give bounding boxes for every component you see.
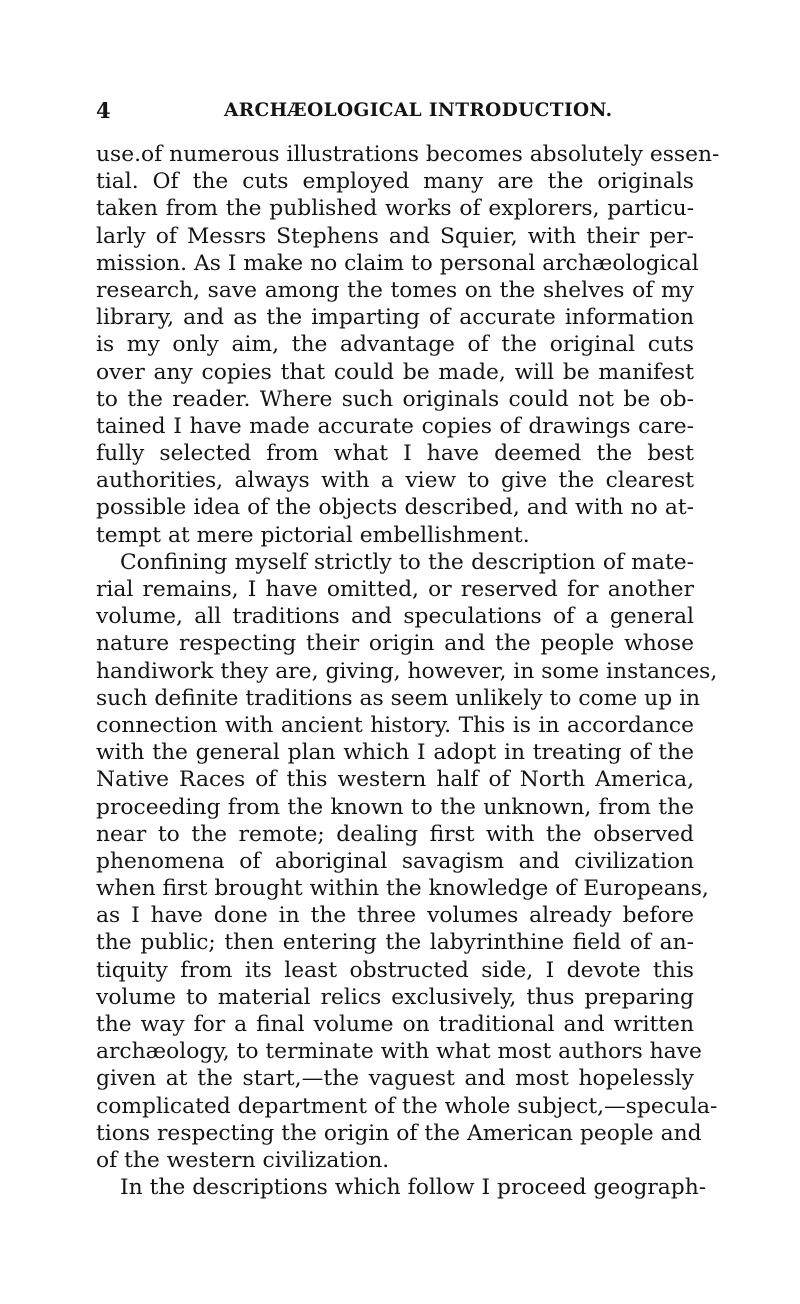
text-line: tial. Of the cuts employed many are the originals xyxy=(96,169,694,195)
text-line: given at the start,—the vaguest and most hopelessly xyxy=(96,1066,694,1092)
text-line: fully selected from what I have deemed the best xyxy=(96,441,694,467)
text-line: such definite traditions as seem unlikely to come up in xyxy=(96,685,701,711)
text-line: when first brought within the knowledge of Europeans, xyxy=(96,876,709,902)
text-line: use.of numerous illustrations becomes absolutely essen- xyxy=(96,142,720,167)
text-line: phenomena of aboriginal savagism and civilization xyxy=(96,848,694,874)
text-line: rial remains, I have omitted, or reserved for another xyxy=(96,577,694,602)
text-line: volume to material relics exclusively, thus preparing xyxy=(96,984,694,1010)
text-line: the public; then entering the labyrinthine field of an- xyxy=(96,930,694,956)
text-line: as I have done in the three volumes already before xyxy=(96,903,694,929)
text-line: Confining myself strictly to the description of mate- xyxy=(120,549,694,575)
text-line: near to the remote; dealing first with the observed xyxy=(96,821,694,847)
text-line: over any copies that could be made, will be manifest xyxy=(96,359,694,385)
text-line: archæology, to terminate with what most authors have xyxy=(96,1039,702,1065)
running-title: ARCHÆOLOGICAL INTRODUCTION. xyxy=(224,100,613,121)
text-line: mission. As I make no claim to personal archæological xyxy=(96,250,699,276)
text-line: the way for a final volume on traditional and written xyxy=(96,1012,694,1037)
running-head xyxy=(96,96,696,126)
text-line: with the general plan which I adopt in treating of the xyxy=(96,740,694,766)
body-text xyxy=(96,141,720,1201)
text-line: possible idea of the objects described, and with no at- xyxy=(96,495,694,521)
text-line: Native Races of this western half of North America, xyxy=(96,767,694,793)
text-line: nature respecting their origin and the people whose xyxy=(96,631,694,657)
text-line: tions respecting the origin of the American people and xyxy=(96,1120,702,1146)
text-line: handiwork they are, giving, however, in some instances, xyxy=(96,658,718,684)
text-line: authorities, always with a view to give the clearest xyxy=(96,468,694,494)
text-line: research, save among the tomes on the shelves of my xyxy=(96,277,694,303)
text-line: In the descriptions which follow I proceed geograph- xyxy=(120,1175,707,1201)
text-line: proceeding from the known to the unknown, from the xyxy=(96,794,694,820)
text-line: tained I have made accurate copies of drawings care- xyxy=(96,413,694,439)
text-line: tempt at mere pictorial embellishment. xyxy=(96,522,530,548)
page-number: 4 xyxy=(96,98,111,123)
text-line: taken from the published works of explorers, particu- xyxy=(96,196,694,222)
text-line: larly of Messrs Stephens and Squier, with their per- xyxy=(96,223,694,249)
text-line: to the reader. Where such originals could not be ob- xyxy=(96,386,694,412)
text-line: connection with ancient history. This is in accordance xyxy=(96,712,694,738)
text-line: volume, all traditions and speculations of a general xyxy=(96,604,694,630)
text-line: complicated department of the whole subject,—specula- xyxy=(96,1093,718,1119)
text-line: tiquity from its least obstructed side, I devote this xyxy=(96,957,694,983)
text-line: is my only aim, the advantage of the original cuts xyxy=(96,332,694,358)
text-line: of the western civilization. xyxy=(96,1147,390,1173)
text-line: library, and as the imparting of accurate information xyxy=(96,305,694,331)
